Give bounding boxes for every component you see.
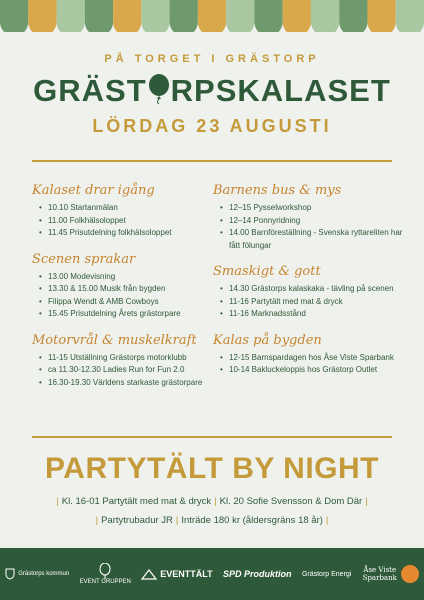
- awning-scallop: [396, 0, 424, 32]
- awning-scallop: [283, 0, 311, 32]
- schedule-item: • 11.00 Folkhälsoloppet: [48, 215, 222, 228]
- awning-scallop: [113, 0, 141, 32]
- section-heading: Motorvrål & muskelkraft: [32, 332, 197, 348]
- grastorps-kommun-logo: [5, 568, 69, 580]
- sponsor-footer: [0, 548, 424, 600]
- program-left-column: [32, 183, 222, 401]
- spd-produktion-logo: [223, 569, 292, 579]
- grastorp-energi-logo: [302, 571, 351, 578]
- schedule-list: [213, 352, 403, 377]
- schedule-item: • Filippa Wendt & AMB Cowboys: [48, 296, 222, 309]
- eventtalt-logo: [141, 568, 212, 580]
- schedule-list: [213, 202, 403, 252]
- schedule-item: • 10.10 Startanmälan: [48, 202, 222, 215]
- program-section: [213, 333, 403, 377]
- logo-text: Grästorps kommun: [18, 571, 70, 577]
- party-detail: Kl. 20 Sofie Svensson & Dom Där: [219, 496, 363, 507]
- schedule-item: • 11-15 Utställning Grästorps motorklubb: [48, 352, 222, 365]
- party-line-1: | Kl. 16-01 Partytält med mat & dryck | Kl. 20 Sofie Svensson & Dom Där |: [56, 496, 368, 507]
- divider-bottom: [32, 436, 392, 438]
- section-heading: Kalaset drar igång: [32, 183, 155, 198]
- schedule-item: • 14.30 Grästorps kalaskaka - tävling på scenen: [229, 283, 403, 296]
- logo-text: Grästorp Energi: [301, 570, 352, 578]
- awning-scallop: [85, 0, 113, 32]
- program-section: [32, 183, 222, 240]
- event-gruppen-logo: [80, 563, 131, 585]
- title-part-2: RPSKALASET: [170, 73, 391, 108]
- schedule-list: [32, 352, 222, 390]
- logo-text: SPD Produktion: [223, 569, 292, 579]
- event-location: PÅ TORGET I GRÄSTORP: [104, 53, 320, 65]
- awning-scallop: [339, 0, 367, 32]
- title-part-1: GRÄST: [33, 73, 147, 108]
- schedule-list: [213, 283, 403, 321]
- schedule-list: [32, 271, 222, 321]
- program-section: [32, 333, 222, 390]
- event-title: [0, 72, 424, 110]
- awning-scallop: [57, 0, 85, 32]
- schedule-item: • 11-16 Marknadsstånd: [229, 308, 403, 321]
- logo-text: EVENTTÄLT: [160, 569, 213, 579]
- party-detail: Inträde 180 kr (åldersgräns 18 år): [181, 515, 323, 526]
- schedule-item: • 11-16 Partytält med mat & dryck: [229, 296, 403, 309]
- party-line-2: | Partytrubadur JR | Inträde 180 kr (åldersgräns 18 år) |: [95, 515, 329, 526]
- schedule-list: [32, 202, 222, 240]
- ase-viste-sparbank-logo: [362, 565, 419, 583]
- balloon-icon: [99, 563, 111, 579]
- awning-scallop: [311, 0, 339, 32]
- party-detail: Partytrubadur JR: [101, 515, 173, 526]
- schedule-item: • 16.30-19.30 Världens starkaste grästorpare: [48, 377, 222, 390]
- section-heading: Smaskigt & gott: [213, 264, 321, 279]
- awning-scallop: [226, 0, 254, 32]
- program-section: [213, 264, 403, 321]
- party-detail: Kl. 16-01 Partytält med mat & dryck: [61, 496, 212, 507]
- awning-scallop: [170, 0, 198, 32]
- program-section: [32, 252, 222, 321]
- schedule-item: • 13.00 Modevisning: [48, 271, 222, 284]
- awning-scallop: [367, 0, 395, 32]
- schedule-item: • 12-15 Barnspardagen hos Åse Viste Sparbank: [229, 352, 403, 365]
- section-heading: Barnens bus & mys: [213, 183, 342, 198]
- schedule-item: • 14.00 Barnföreställning - Svenska ryttareliten har fått fölungar: [229, 227, 403, 252]
- schedule-item: • 12–15 Pysselworkshop: [229, 202, 403, 215]
- program-right-column: [213, 183, 403, 389]
- schedule-item: • ca 11.30-12.30 Ladies Run for Fun 2.0: [48, 364, 222, 377]
- section-heading: Kalas på bygden: [213, 332, 322, 348]
- tent-icon: [141, 568, 157, 580]
- awning-scallop: [198, 0, 226, 32]
- awning-scallop: [254, 0, 282, 32]
- schedule-item: • 10-14 Bakluckeloppis hos Grästorp Outlet: [229, 364, 403, 377]
- schedule-item: • 15.45 Prisutdelning Årets grästorpare: [48, 308, 222, 321]
- sun-icon: [401, 565, 419, 583]
- party-title: PARTYTÄLT BY NIGHT: [45, 452, 379, 485]
- awning-scallop: [0, 0, 28, 32]
- logo-text: EVENT GRUPPEN: [79, 579, 131, 585]
- awning-decoration: [0, 0, 424, 32]
- awning-scallop: [141, 0, 169, 32]
- schedule-item: • 12–14 Ponnyridning: [229, 215, 403, 228]
- balloon-icon: [147, 74, 171, 104]
- crest-icon: [5, 568, 15, 580]
- logo-text: Åse Viste Sparbank: [362, 566, 397, 582]
- schedule-item: • 13.30 & 15.00 Musik från bygden: [48, 283, 222, 296]
- program-section: [213, 183, 403, 252]
- schedule-item: • 11.45 Prisutdelning folkhälsoloppet: [48, 227, 222, 240]
- divider-top: [32, 160, 392, 162]
- section-heading: Scenen sprakar: [32, 251, 136, 267]
- awning-scallop: [28, 0, 56, 32]
- event-date: LÖRDAG 23 AUGUSTI: [92, 116, 332, 136]
